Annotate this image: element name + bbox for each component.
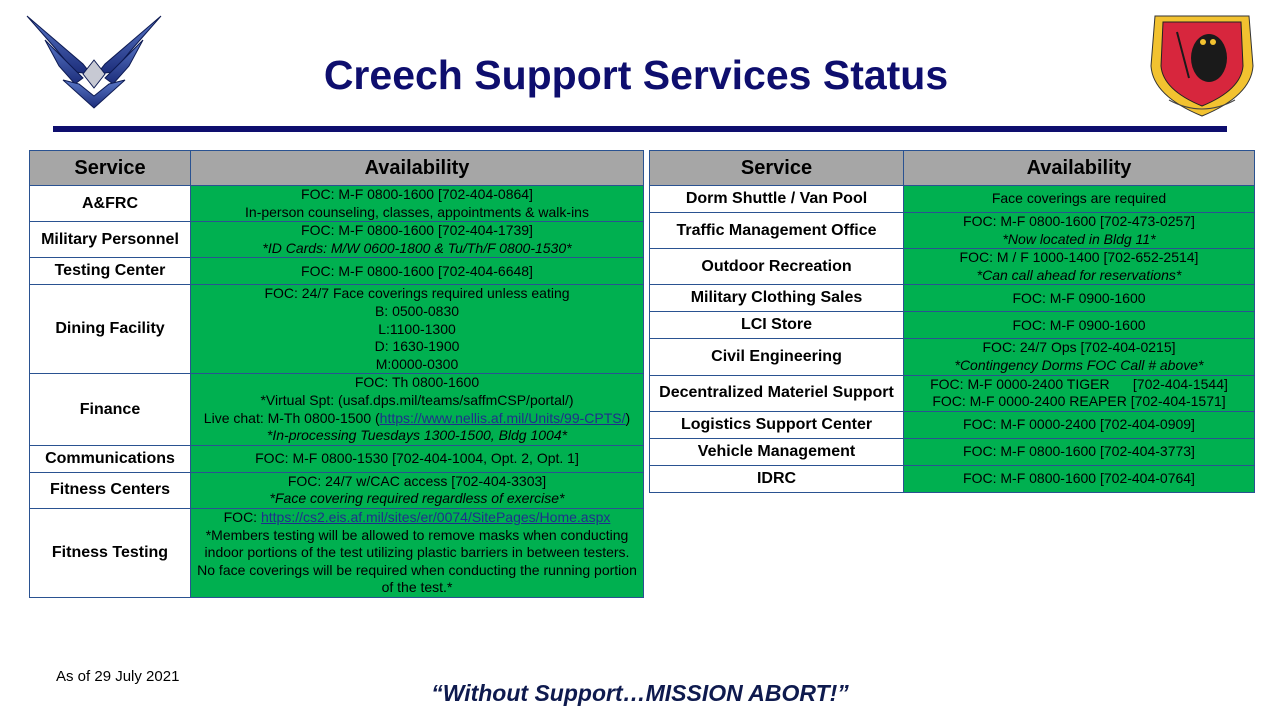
services-table-left <box>29 150 644 598</box>
availability-text: FOC: <box>223 508 261 525</box>
table-row <box>30 374 644 445</box>
availability-line: FOC: M-F 0800-1600 [702-473-0257] <box>963 213 1195 229</box>
service-name: Vehicle Management <box>650 438 904 465</box>
availability-line: FOC: M-F 0800-1600 [702-404-0764] <box>963 469 1195 486</box>
table-row <box>30 508 644 597</box>
availability-line: L:1100-1300 <box>378 320 456 337</box>
as-of-date: As of 29 July 2021 <box>56 668 180 685</box>
service-name: Logistics Support Center <box>650 411 904 438</box>
table-row <box>650 213 1255 249</box>
services-table-right <box>649 150 1255 493</box>
availability-text: ) <box>625 409 631 426</box>
service-name: Traffic Management Office <box>650 213 904 249</box>
availability-cell <box>191 258 644 285</box>
table-row <box>650 411 1255 438</box>
availability-note: *ID Cards: M/W 0600-1800 & Tu/Th/F 0800-1530* <box>262 239 572 256</box>
service-name: Dining Facility <box>30 285 191 374</box>
column-header-availability: Availability <box>904 151 1255 186</box>
availability-cell <box>191 508 644 597</box>
availability-line: FOC: M-F 0800-1600 [702-404-6648] <box>301 262 533 279</box>
table-row <box>650 312 1255 339</box>
availability-cell <box>191 285 644 374</box>
availability-cell <box>904 213 1255 249</box>
availability-note: *Can call ahead for reservations* <box>976 266 1182 283</box>
availability-line: FOC: M / F 1000-1400 [702-652-2514] <box>959 249 1199 266</box>
service-name: Decentralized Materiel Support <box>650 375 904 411</box>
table-row <box>30 445 644 472</box>
availability-note: *Members testing will be allowed to remove masks when conducting indoor portions of the test utilizing plastic barriers in between testers. No face coverings will be required when conducting the running portion of the test.* <box>197 526 637 596</box>
availability-line <box>194 509 640 527</box>
service-name: A&FRC <box>30 186 191 222</box>
service-name: IDRC <box>650 465 904 492</box>
availability-cell <box>904 375 1255 411</box>
table-row <box>650 186 1255 213</box>
service-name: Civil Engineering <box>650 339 904 375</box>
availability-line: FOC: M-F 0800-1600 [702-404-3773] <box>963 442 1195 459</box>
service-name: Military Clothing Sales <box>650 285 904 312</box>
table-row <box>650 465 1255 492</box>
availability-line <box>194 410 640 428</box>
table-row <box>30 186 644 222</box>
table-row <box>30 222 644 258</box>
column-header-service: Service <box>650 151 904 186</box>
availability-cell <box>904 186 1255 213</box>
table-row <box>30 285 644 374</box>
service-name: Military Personnel <box>30 222 191 258</box>
availability-cell <box>191 472 644 508</box>
availability-line: FOC: M-F 0900-1600 <box>1012 289 1146 306</box>
availability-cell <box>904 339 1255 375</box>
availability-line: FOC: M-F 0800-1600 [702-404-0864] <box>301 186 533 202</box>
title-divider <box>53 126 1227 132</box>
table-row <box>650 249 1255 285</box>
availability-note: *Now located in Bldg 11* <box>1002 230 1156 247</box>
availability-cell <box>904 465 1255 492</box>
table-row <box>650 375 1255 411</box>
service-name: Fitness Centers <box>30 472 191 508</box>
availability-cell <box>904 249 1255 285</box>
availability-cell <box>904 312 1255 339</box>
availability-line: M:0000-0300 <box>375 355 459 372</box>
slogan: “Without Support…MISSION ABORT!” <box>431 680 849 706</box>
table-row <box>650 438 1255 465</box>
availability-cell <box>191 186 644 222</box>
page-title: Creech Support Services Status <box>323 52 949 98</box>
service-name: Communications <box>30 445 191 472</box>
availability-line: FOC: M-F 0000-2400 [702-404-0909] <box>963 415 1195 432</box>
availability-note: *In-processing Tuesdays 1300-1500, Bldg 1004* <box>266 427 568 444</box>
service-name: LCI Store <box>650 312 904 339</box>
service-name: Outdoor Recreation <box>650 249 904 285</box>
availability-line: B: 0500-0830 <box>374 302 460 319</box>
service-name: Dorm Shuttle / Van Pool <box>650 186 904 213</box>
availability-cell <box>904 285 1255 312</box>
availability-cell <box>191 222 644 258</box>
availability-line: FOC: 24/7 Face coverings required unless eating <box>264 285 570 302</box>
service-name: Finance <box>30 374 191 445</box>
table-row <box>650 339 1255 375</box>
availability-line: FOC: M-F 0900-1600 <box>1012 316 1146 333</box>
service-name: Fitness Testing <box>30 508 191 597</box>
service-name: Testing Center <box>30 258 191 285</box>
availability-cell <box>904 411 1255 438</box>
availability-line: FOC: 24/7 w/CAC access [702-404-3303] <box>287 472 547 489</box>
table-row <box>30 258 644 285</box>
availability-line: FOC: Th 0800-1600 <box>354 374 480 391</box>
fitness-testing-link[interactable]: https://cs2.eis.af.mil/sites/er/0074/SitePages/Home.aspx <box>260 508 611 525</box>
column-header-service: Service <box>30 151 191 186</box>
availability-text: Live chat: M-Th 0800-1500 ( <box>203 409 380 426</box>
availability-line: FOC: 24/7 Ops [702-404-0215] <box>982 339 1176 356</box>
availability-line: Face coverings are required <box>991 190 1167 207</box>
table-row <box>650 285 1255 312</box>
availability-cell <box>191 374 644 445</box>
availability-line: FOC: M-F 0000-2400 REAPER [702-404-1571] <box>932 393 1226 410</box>
availability-line: *Virtual Spt: (usaf.dps.mil/teams/saffmCSP/portal/) <box>260 391 574 408</box>
finance-link[interactable]: https://www.nellis.af.mil/Units/99-CPTS/ <box>379 409 626 426</box>
availability-cell <box>904 438 1255 465</box>
availability-note: *Contingency Dorms FOC Call # above* <box>954 356 1204 373</box>
availability-note: *Face covering required regardless of exercise* <box>269 490 565 507</box>
table-row <box>30 472 644 508</box>
availability-line: FOC: M-F 0800-1600 [702-404-1739] <box>301 222 533 239</box>
availability-line: FOC: M-F 0000-2400 TIGER [702-404-1544] <box>930 375 1228 392</box>
column-header-availability: Availability <box>191 151 644 186</box>
availability-line: FOC: M-F 0800-1530 [702-404-1004, Opt. 2, Opt. 1] <box>255 449 579 466</box>
availability-line: In-person counseling, classes, appointments & walk-ins <box>245 203 589 220</box>
availability-cell <box>191 445 644 472</box>
availability-line: D: 1630-1900 <box>374 338 460 355</box>
